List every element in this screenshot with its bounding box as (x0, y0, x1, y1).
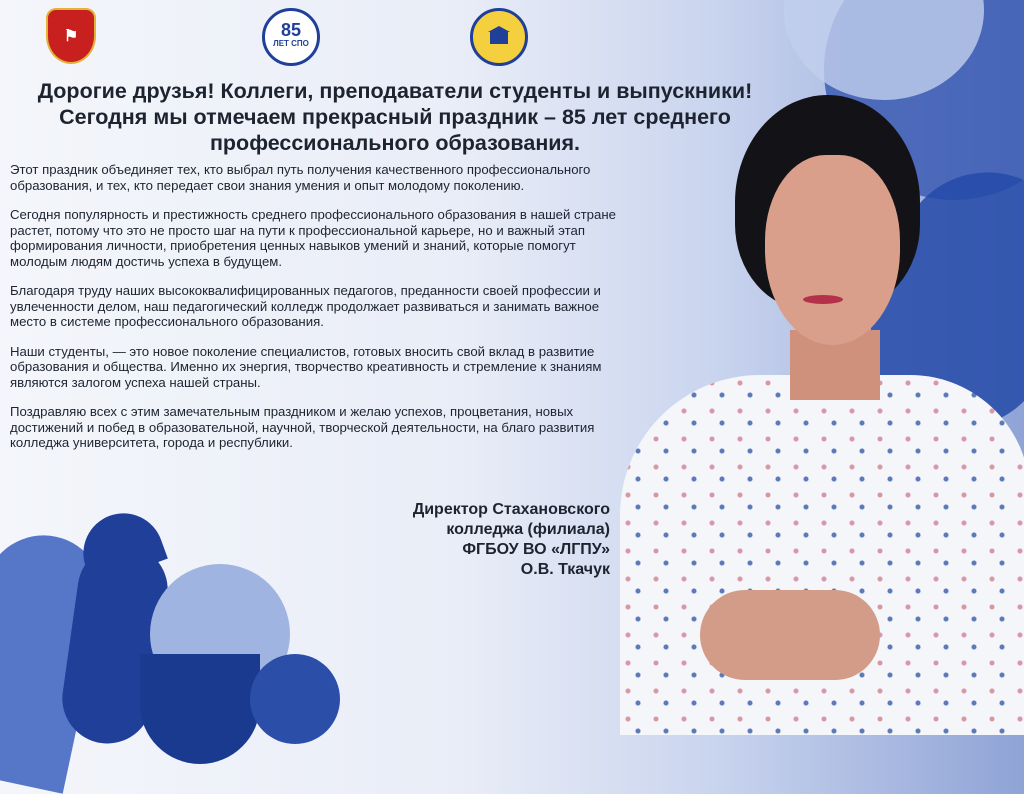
photo-face (765, 155, 900, 345)
coat-of-arms-logo: ⚑ (46, 8, 96, 64)
anniversary-85-logo (262, 8, 320, 66)
paragraph-3: Благодаря труду наших высококвалифицированных педагогов, преданности своей профессии и увлеченности делом, наш педагогический колледж продолжает развиваться и занимать важное место в системе профессионального образования. (10, 283, 601, 329)
decor-circle-bottom (250, 654, 340, 744)
greeting-title: Дорогие друзья! Коллеги, преподаватели студенты и выпускники! Сегодня мы отмечаем прекрасный праздник – 85 лет среднего профессионального образования. (37, 79, 753, 155)
signature-block (330, 500, 610, 580)
signature-line-1: Директор Стахановского (412, 501, 610, 518)
photo-lips (803, 295, 843, 304)
logos-row (0, 8, 600, 64)
paragraph-5: Поздравляю всех с этим замечательным праздником и желаю успехов, процветания, новых достижений и побед в образовательной, научной, творческой деятельности, на благо развития колледжа университета, города и республики. (10, 404, 595, 450)
logo-85-number: 85 (280, 20, 302, 40)
greeting-body (10, 162, 630, 465)
university-logo (470, 8, 528, 66)
signature-line-3: ФГБОУ ВО «ЛГПУ» (462, 541, 610, 558)
paragraph-1: Этот праздник объединяет тех, кто выбрал путь получения качественного профессионального образования, и тех, кто передает свои знания умения и опыт молодому поколению. (10, 162, 591, 193)
paragraph-2: Сегодня популярность и престижность среднего профессионального образования в нашей стране растет, потому что это не просто шаг на пути к профессиональной карьере, но и важный этап формирования личности, приобретения ценных навыков умений и знаний, которые помогут молодым людям достичь успеха в будущем. (10, 207, 616, 269)
signature-line-2: колледжа (филиала) (446, 521, 610, 538)
photo-blouse (620, 375, 1024, 735)
paragraph-4: Наши студенты, — это новое поколение специалистов, готовых вносить свой вклад в развитие образования и общества. Именно их энергия, творчество креативность и стремление к знаниям являются залогом успеха нашей страны. (10, 343, 602, 390)
director-photo (620, 95, 1024, 724)
photo-hands (700, 590, 880, 680)
logo-85-text: ЛЕТ СПО (273, 39, 309, 48)
decor-shape-left-3 (140, 654, 260, 764)
signature-line-4: О.В. Ткачук (520, 561, 610, 578)
